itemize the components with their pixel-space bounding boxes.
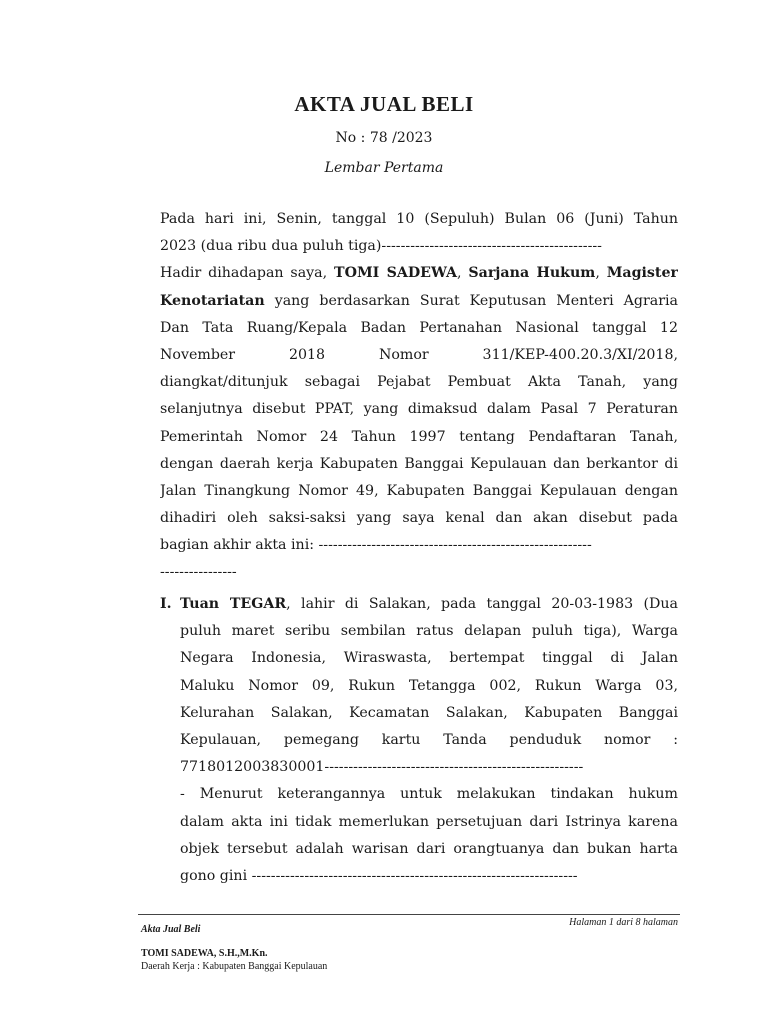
text-line: dalam akta ini tidak memerlukan persetujuan dari Istrinya karena: [180, 813, 678, 830]
text-line: Pemerintah Nomor 24 Tahun 1997 tentang Pendaftaran Tanah,: [160, 428, 678, 445]
text-line: Kepulauan, pemegang kartu Tanda penduduk nomor :: [180, 731, 678, 748]
footer-work-area: Daerah Kerja : Kabupaten Banggai Kepulauan: [141, 961, 328, 972]
text-run: ,: [595, 265, 607, 282]
text-line: ----------------: [160, 564, 237, 581]
text-line: bagian akhir akta ini: ---------------------------------------------------------: [160, 537, 592, 554]
notary-degree: Sarjana Hukum: [468, 265, 596, 282]
text-line: Negara Indonesia, Wiraswasta, bertempat tinggal di Jalan: [180, 650, 678, 667]
text-line: 2023 (dua ribu dua puluh tiga)----------------------------------------------: [160, 238, 602, 255]
deed-number: No : 78 /2023: [335, 130, 433, 146]
text-line: November 2018 Nomor 311/KEP-400.20.3/XI/2018,: [160, 346, 678, 363]
text-line: puluh maret seribu sembilan ratus delapan puluh tiga), Warga: [180, 623, 678, 640]
opening-paragraph: [160, 206, 678, 587]
party-one-section: [160, 591, 678, 890]
text-line: dengan daerah kerja Kabupaten Banggai Kepulauan dan berkantor di: [160, 455, 678, 472]
text-line: - Menurut keterangannya untuk melakukan tindakan hukum: [180, 786, 678, 803]
text-line: 7718012003830001------------------------------------------------------: [180, 759, 584, 776]
text-line: Maluku Nomor 09, Rukun Tetangga 002, Rukun Warga 03,: [180, 677, 678, 694]
text-line: [180, 591, 678, 618]
party-name: Tuan TEGAR: [180, 596, 287, 612]
sheet-label: Lembar Pertama: [324, 160, 444, 176]
text-line: [160, 288, 678, 315]
footer-notary-name: TOMI SADEWA, S.H.,M.Kn.: [141, 948, 268, 959]
notary-degree: Magister: [606, 265, 678, 282]
text-line: diangkat/ditunjuk sebagai Pejabat Pembuat Akta Tanah, yang: [160, 374, 678, 391]
footer-doc-title: Akta Jual Beli: [141, 924, 201, 935]
text-line: Pada hari ini, Senin, tanggal 10 (Sepuluh) Bulan 06 (Juni) Tahun: [160, 211, 678, 227]
text-line: Kelurahan Salakan, Kecamatan Salakan, Kabupaten Banggai: [180, 704, 678, 721]
text-line: Dan Tata Ruang/Kepala Badan Pertanahan Nasional tanggal 12: [160, 319, 678, 336]
notary-degree: Kenotariatan: [160, 292, 265, 309]
text-run: ,: [457, 265, 469, 282]
list-numeral: I.: [160, 596, 172, 612]
notary-name: TOMI SADEWA: [334, 265, 457, 282]
text-line: gono gini --------------------------------------------------------------------: [180, 867, 578, 884]
text-line: Jalan Tinangkung Nomor 49, Kabupaten Banggai Kepulauan dengan: [160, 482, 678, 499]
document-title: AKTA JUAL BELI: [294, 92, 474, 116]
text-run: yang berdasarkan Surat Keputusan Menteri Agraria: [264, 292, 678, 309]
page-indicator: Halaman 1 dari 8 halaman: [569, 917, 678, 928]
text-run: , lahir di Salakan, pada tanggal 20-03-1983 (Dua: [286, 596, 678, 612]
text-run: Hadir dihadapan saya,: [160, 265, 335, 282]
text-line: dihadiri oleh saksi-saksi yang saya kenal dan akan disebut pada: [160, 510, 678, 527]
text-line: selanjutnya disebut PPAT, yang dimaksud dalam Pasal 7 Peraturan: [160, 401, 678, 418]
party-one-text: [180, 591, 678, 890]
footer-divider: [138, 914, 680, 915]
text-line: objek tersebut adalah warisan dari orangtuanya dan bukan harta: [180, 840, 678, 857]
text-line: [160, 260, 678, 287]
